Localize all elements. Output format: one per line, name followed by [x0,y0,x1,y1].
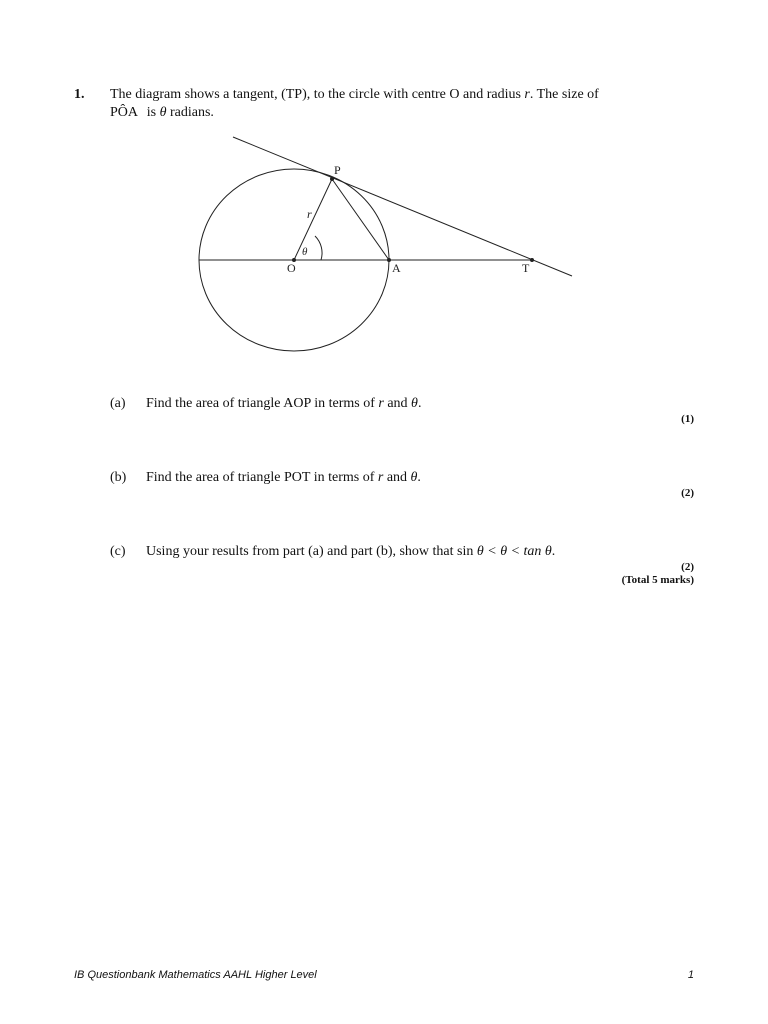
label-o: O [287,261,296,275]
question-number: 1. [74,87,85,102]
part-b-var-theta: θ [410,470,418,485]
part-c-inequality: θ < θ < tan θ [476,544,552,559]
stem-var-r: r [524,87,530,102]
point-p [330,177,334,181]
part-c-label: (c) [110,544,126,559]
part-b-label: (b) [110,470,127,485]
part-a-marks: (1) [681,413,694,425]
part-b-text [146,470,421,486]
label-r: r [307,207,312,221]
part-c-marks: (2) [681,561,694,573]
angle-poa: PÔA [110,105,138,120]
point-a [387,258,391,262]
part-a-var-theta: θ [411,396,418,411]
part-a-label: (a) [110,396,126,411]
part-c-end: . [551,544,556,559]
stem-text: The diagram shows a tangent, (TP), to the circle with centre O and radius [110,87,525,102]
stem-is: is [146,105,157,120]
part-b-var-r: r [377,470,384,485]
part-b-end: . [417,470,421,485]
radius-op [294,179,332,260]
stem-var-theta: θ [159,105,167,120]
label-theta: θ [302,246,308,258]
part-b-prompt: Find the area of triangle POT in terms of [146,470,378,485]
tangent-circle-diagram [0,0,768,400]
part-c-text [146,544,555,560]
stem-text-end: . The size of [529,87,599,102]
chord-pa [332,179,389,260]
point-t [530,258,534,262]
tangent-line [233,137,572,276]
part-a-text [146,396,421,412]
part-b-and: and [383,470,411,485]
label-a: A [392,261,401,275]
stem-radians: radians. [169,105,214,120]
page-number: 1 [687,969,694,981]
part-c-prompt: Using your results from part (a) and part (b), show that sin [146,544,477,559]
label-p: P [334,163,341,177]
label-t: T [522,261,530,275]
angle-arc [315,236,322,260]
part-a-end: . [417,396,422,411]
part-a-prompt: Find the area of triangle AOP in terms of [146,396,379,411]
footer-title: IB Questionbank Mathematics AAHL Higher Level [74,969,317,981]
part-a-var-r: r [378,396,384,411]
part-b-marks: (2) [681,487,694,499]
part-a-and: and [383,396,412,411]
total-marks: (Total 5 marks) [621,574,694,586]
